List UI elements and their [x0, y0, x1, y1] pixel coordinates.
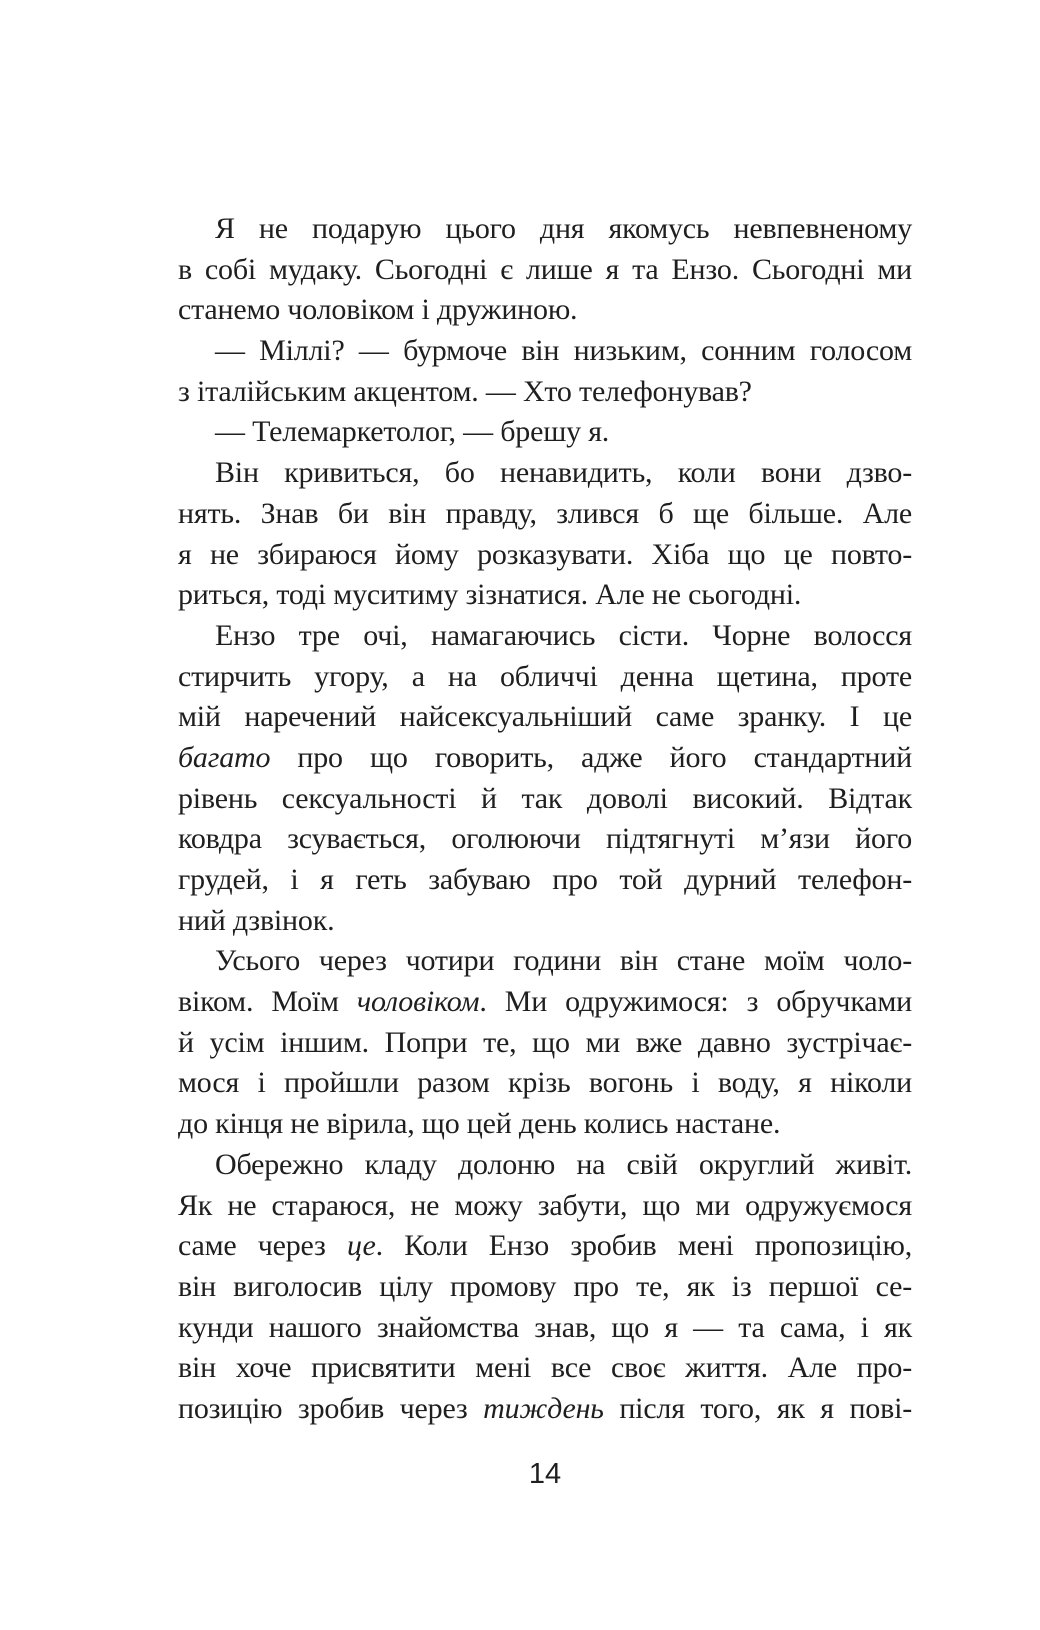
italic-text: чоловіком [356, 985, 480, 1019]
body-text: мій наречений найсексуальніший саме зранку. І це [178, 700, 912, 734]
text-line [178, 1226, 912, 1267]
body-text: стирчить угору, а на обличчі денна щетина, проте [178, 659, 912, 693]
text-line [178, 616, 912, 657]
text-line [178, 901, 912, 942]
text-line [178, 209, 912, 250]
text-line [178, 657, 912, 698]
body-text: нять. Знав би він правду, злився б ще більше. Але [178, 496, 912, 530]
text-line [178, 1186, 912, 1227]
text-line [178, 738, 912, 779]
italic-text: це [346, 1229, 376, 1263]
body-text: після того, як я пові- [603, 1391, 912, 1425]
body-text: він виголосив цілу промову про те, як із першої се- [178, 1269, 912, 1303]
body-text: . Коли Ензо зробив мені пропозицію, [375, 1229, 912, 1263]
text-line [178, 575, 912, 616]
body-text: Обережно кладу долоню на свій округлий живіт. [215, 1147, 912, 1181]
body-text: кунди нашого знайомства знав, що я — та сама, і як [178, 1310, 912, 1344]
text-line [178, 697, 912, 738]
text-line [178, 494, 912, 535]
body-text: Усього через чотири години він стане моїм чоло- [215, 944, 912, 978]
text-line [178, 331, 912, 372]
body-text: до кінця не вірила, що цей день колись настане. [178, 1107, 781, 1141]
body-text: рівень сексуальності й так доволі високий. Відтак [178, 781, 912, 815]
text-line [178, 982, 912, 1023]
text-line [178, 1063, 912, 1104]
text-line [178, 372, 912, 413]
text-line [178, 250, 912, 291]
body-text: грудей, і я геть забуваю про той дурний телефон- [178, 863, 912, 896]
body-text: він хоче присвятити мені все своє життя. Але про- [178, 1351, 912, 1385]
body-text: Він кривиться, бо ненавидить, коли вони дзво- [215, 456, 912, 490]
text-block [178, 209, 912, 1430]
text-line [178, 1348, 912, 1389]
text-line [178, 453, 912, 494]
text-line [178, 290, 912, 331]
body-text: й усім іншим. Попри те, що ми вже давно зустрічає- [178, 1025, 912, 1059]
italic-text: багато [178, 740, 271, 774]
body-text: . Ми одружимося: з обручками [479, 985, 912, 1019]
page-number: 14 [528, 1458, 562, 1490]
text-line [178, 860, 912, 901]
italic-text: тиждень [483, 1391, 604, 1425]
body-text: про що говорить, адже його стандартний [270, 740, 912, 774]
text-line [178, 1308, 912, 1349]
body-text: — Міллі? — бурмоче він низьким, сонним голосом [215, 334, 912, 368]
body-text: Як не стараюся, не можу забути, що ми одружуємося [178, 1188, 912, 1222]
body-text: риться, тоді муситиму зізнатися. Але не сьогодні. [178, 578, 802, 612]
body-text: саме через [178, 1229, 347, 1263]
text-line [178, 941, 912, 982]
body-text: в собі мудаку. Сьогодні є лише я та Ензо. Сьогодні ми [178, 252, 912, 286]
text-line [178, 535, 912, 576]
body-text: мося і пройшли разом крізь вогонь і воду, я ніколи [178, 1066, 912, 1100]
body-text: з італійським акцентом. — Хто телефонував? [178, 374, 752, 408]
text-line [178, 1145, 912, 1186]
body-text: віком. Моїм [178, 985, 357, 1019]
text-line [178, 1104, 912, 1145]
text-line [178, 1023, 912, 1064]
body-text: — Телемаркетолог, — брешу я. [215, 415, 610, 449]
text-line [178, 1389, 912, 1430]
text-line [178, 1267, 912, 1308]
body-text: ковдра зсувається, оголюючи підтягнуті м’язи його [178, 822, 912, 856]
body-text: позицію зробив через [178, 1391, 484, 1425]
text-line [178, 412, 912, 453]
body-text: Я не подарую цього дня якомусь невпевненому [215, 212, 912, 245]
body-text: ний дзвінок. [178, 903, 335, 937]
body-text: станемо чоловіком і дружиною. [178, 293, 578, 327]
body-text: Ензо тре очі, намагаючись сісти. Чорне волосся [215, 618, 912, 652]
text-line [178, 819, 912, 860]
text-line [178, 779, 912, 820]
body-text: я не збираюся йому розказувати. Хіба що це повто- [178, 537, 912, 571]
